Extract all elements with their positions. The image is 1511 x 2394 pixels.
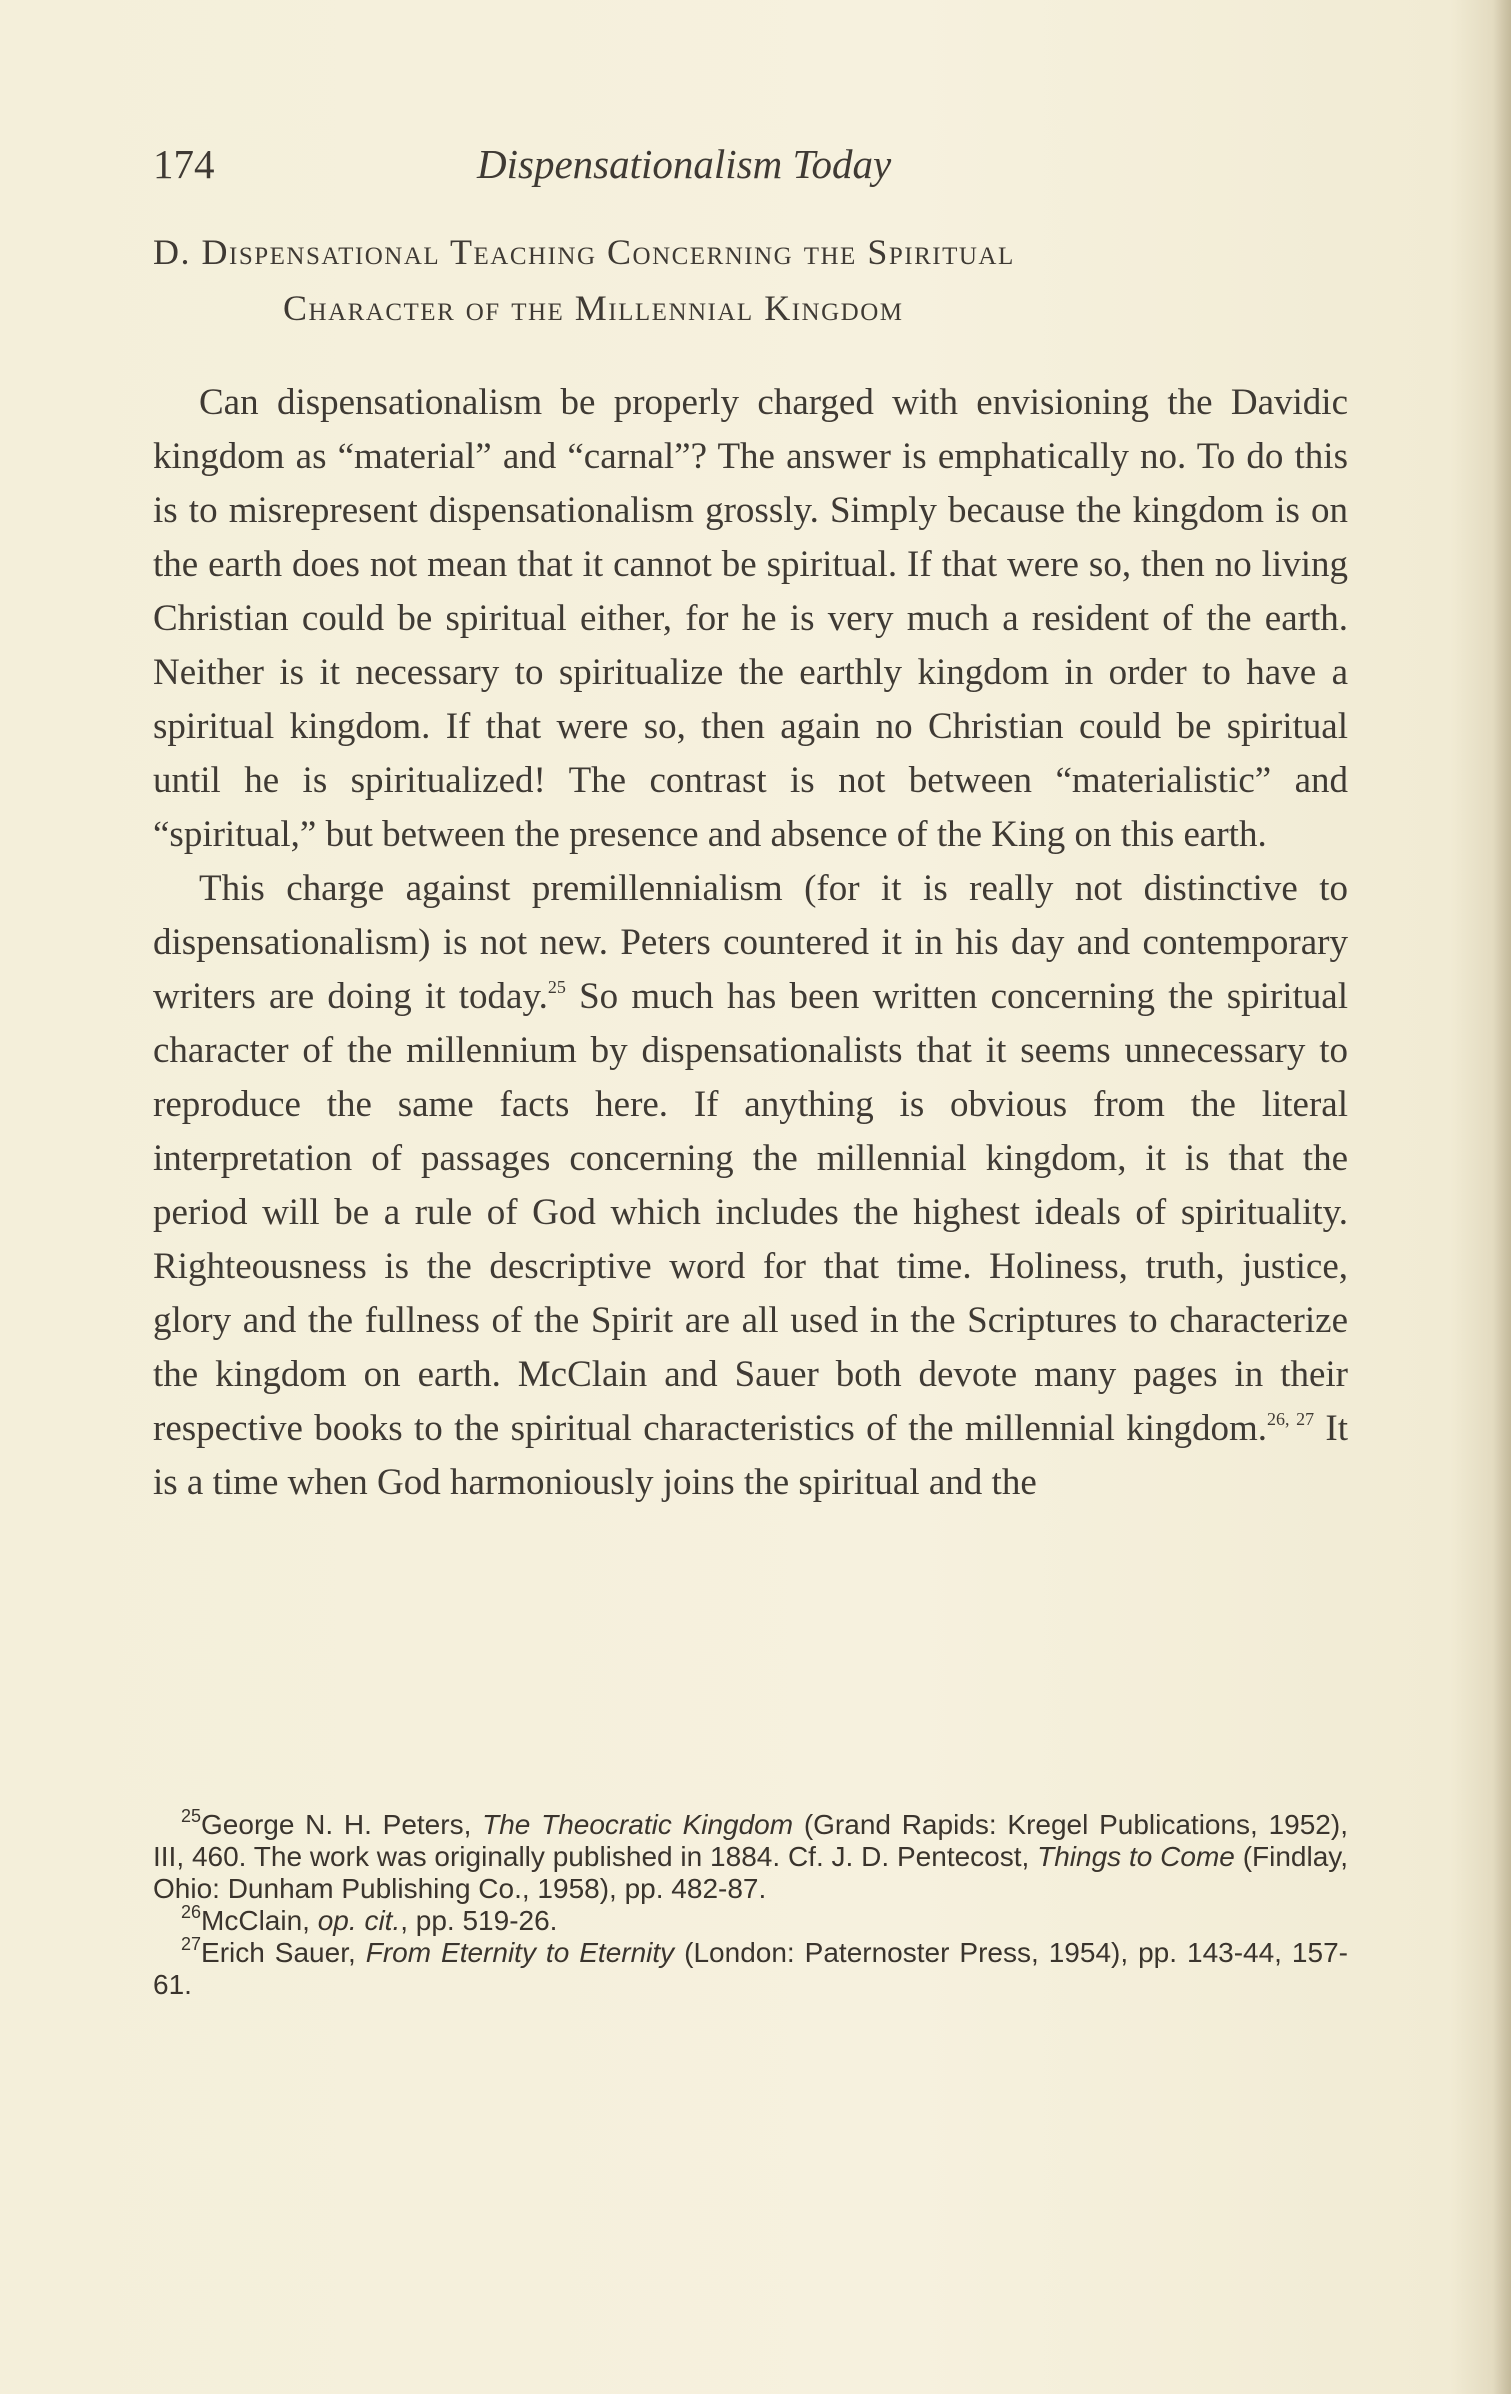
- paragraph-2: [153, 862, 1348, 1510]
- footnote-text: McClain,: [201, 1905, 318, 1936]
- footnote-25: [153, 1805, 1348, 1905]
- paragraph-2-text-a: This charge against premillennialism (for it is really not distinctive to dispensationalism) is not new. Peters countered it in his day and contemporary writers are doing it today.: [153, 868, 1348, 1017]
- running-title: Dispensationalism Today: [477, 141, 892, 187]
- footnote-text: George N. H. Peters,: [201, 1809, 483, 1840]
- paragraph-2-text-b: So much has been written concerning the spiritual character of the millennium by dispensationalists that it seems unnecessary to reproduce the same facts here. If anything is obvious from the literal interpretation of passages concerning the millennial kingdom, it is that the period will be a rule of God which includes the highest ideals of spirituality. Righteousness is the descriptive word for that time. Holiness, truth, justice, glory and the fullness of the Spirit are all used in the Scriptures to characterize the kingdom on earth. McClain and Sauer both devote many pages in their respective books to the spiritual characteristics of the millennial kingdom.: [153, 976, 1348, 1449]
- footnote-number: 25: [181, 1805, 202, 1826]
- footnote-book-title: From Eternity to Eternity: [365, 1937, 675, 1968]
- footnote-number: 27: [181, 1933, 202, 1954]
- footnote-text: Erich Sauer,: [201, 1937, 366, 1968]
- paragraph-1: Can dispensationalism be properly charged with envisioning the Davidic kingdom as “material” and “carnal”? The answer is emphatically no. To do this is to misrepresent dispensationalism grossly. Simply because the kingdom is on the earth does not mean that it cannot be spiritual. If that were so, then no living Christian could be spiritual either, for he is very much a resident of the earth. Neither is it necessary to spiritualize the earthly kingdom in order to have a spiritual kingdom. If that were so, then again no Christian could be spiritual until he is spiritualized! The contrast is not between “materialistic” and “spiritual,” but between the presence and absence of the King on this earth.: [153, 382, 1348, 855]
- section-heading-line-2: Character of the Millennial Kingdom: [283, 288, 904, 328]
- page-number: 174: [153, 141, 215, 187]
- running-head: [153, 130, 1348, 190]
- footnote-number: 26: [181, 1901, 202, 1922]
- footnote-text: , pp. 519-26.: [400, 1905, 558, 1936]
- footnote-ref-26-27: 26, 27: [1267, 1408, 1315, 1429]
- footnote-ref-25: 25: [547, 976, 566, 997]
- footnote-book-title: The Theocratic Kingdom: [482, 1809, 794, 1840]
- footnote-citation-abbrev: op. cit.: [317, 1905, 401, 1936]
- section-heading: [153, 224, 1348, 336]
- footnote-27: [153, 1933, 1348, 2001]
- footnote-text: (Findlay, Ohio: Dunham Publishing Co., 1958), pp. 482-87.: [153, 1841, 1348, 1904]
- footnotes: [153, 1805, 1348, 2001]
- page-edge-shadow: [1493, 0, 1511, 2394]
- footnote-text: (London: Paternoster Press, 1954), pp. 143-44, 157-61.: [153, 1937, 1348, 2000]
- section-heading-line-1: D. Dispensational Teaching Concerning the Spiritual: [153, 232, 1015, 272]
- footnote-26: [153, 1901, 1348, 1937]
- footnote-text: (Grand Rapids: Kregel Publications, 1952), III, 460. The work was originally published in 1884. Cf. J. D. Pentecost,: [153, 1809, 1348, 1872]
- footnote-book-title: Things to Come: [1037, 1841, 1235, 1872]
- body-text: [153, 376, 1348, 1510]
- paragraph-2-text-c: It is a time when God harmoniously joins the spiritual and the: [153, 1408, 1349, 1503]
- page-content: [153, 130, 1348, 1510]
